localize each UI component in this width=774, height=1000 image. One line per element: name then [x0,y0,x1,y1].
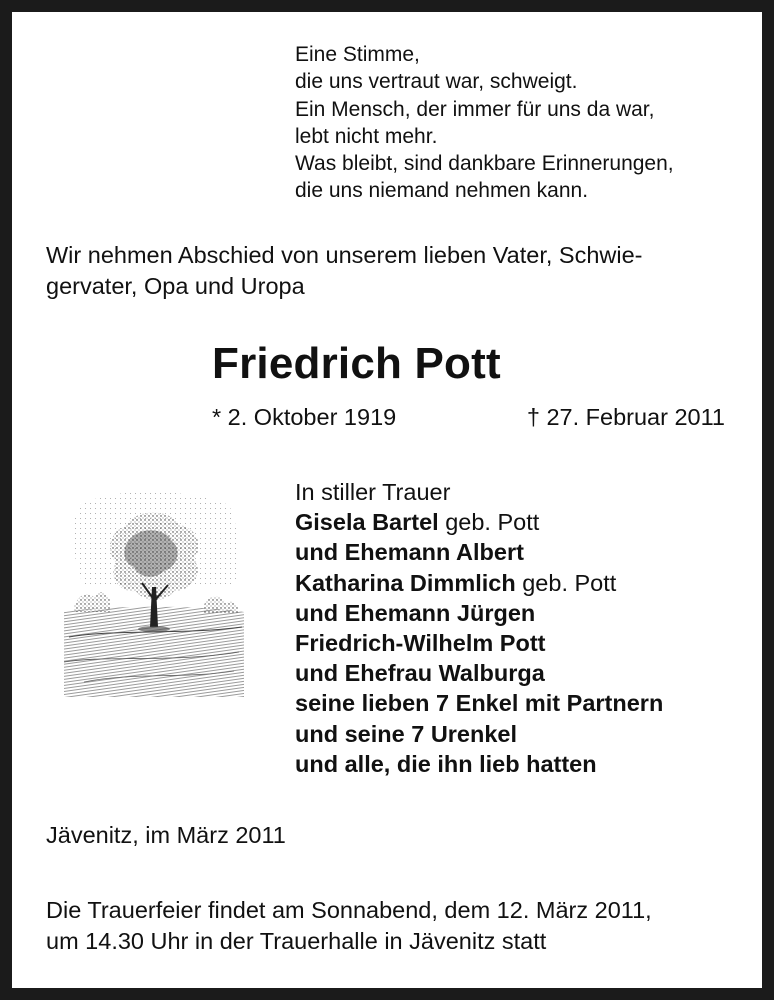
mourner-note: geb. Pott [515,569,617,596]
mourners-heading: In stiller Trauer [295,479,451,505]
tree-landscape-illustration [64,487,244,697]
mourner-line [295,568,663,598]
mourner-name: und seine 7 Urenkel [295,720,518,747]
poem-line: Ein Mensch, der immer für uns da war, [295,97,655,121]
mourner-line [295,749,663,779]
mourner-line [295,628,663,658]
mourners-list [295,477,663,779]
mourner-note: geb. Pott [438,509,540,536]
poem-line: Eine Stimme, [295,43,420,66]
poem-line: Was bleibt, sind dankbare Erinnerungen, [295,152,674,176]
mourner-name: Katharina Dimmlich [295,569,516,596]
mourner-name: und alle, die ihn lieb hatten [295,750,597,777]
mourner-line [295,688,663,718]
mourner-name: Gisela Bartel [295,509,439,536]
mourner-line [295,537,663,567]
mourner-line [295,507,663,537]
death-date: † 27. Februar 2011 [526,404,725,430]
mourner-name: und Ehemann Albert [295,539,524,566]
place-date: Jävenitz, im März 2011 [46,822,286,848]
poem [295,41,674,205]
mourner-name: Friedrich-Wilhelm Pott [295,630,546,657]
intro-line: gervater, Opa und Uropa [46,273,305,299]
mourner-line [295,598,663,628]
mourner-name: seine lieben 7 Enkel mit Partnern [295,690,664,717]
service-line: um 14.30 Uhr in der Trauerhalle in Jävenitz statt [46,928,547,954]
deceased-name: Friedrich Pott [212,339,501,388]
obituary-card [12,12,762,988]
funeral-service-info [46,895,652,957]
mourner-name: und Ehemann Jürgen [295,599,536,626]
mourner-name: und Ehefrau Walburga [295,660,545,687]
intro-line: Wir nehmen Abschied von unserem lieben Vater, Schwie- [46,242,643,268]
poem-line: lebt nicht mehr. [295,124,438,148]
birth-date: * 2. Oktober 1919 [212,404,397,430]
poem-line: die uns niemand nehmen kann. [295,179,589,203]
service-line: Die Trauerfeier findet am Sonnabend, dem 12. März 2011, [46,897,652,923]
poem-line: die uns vertraut war, schweigt. [295,70,578,94]
mourner-line [295,719,663,749]
farewell-intro [46,240,746,302]
mourner-line [295,658,663,688]
